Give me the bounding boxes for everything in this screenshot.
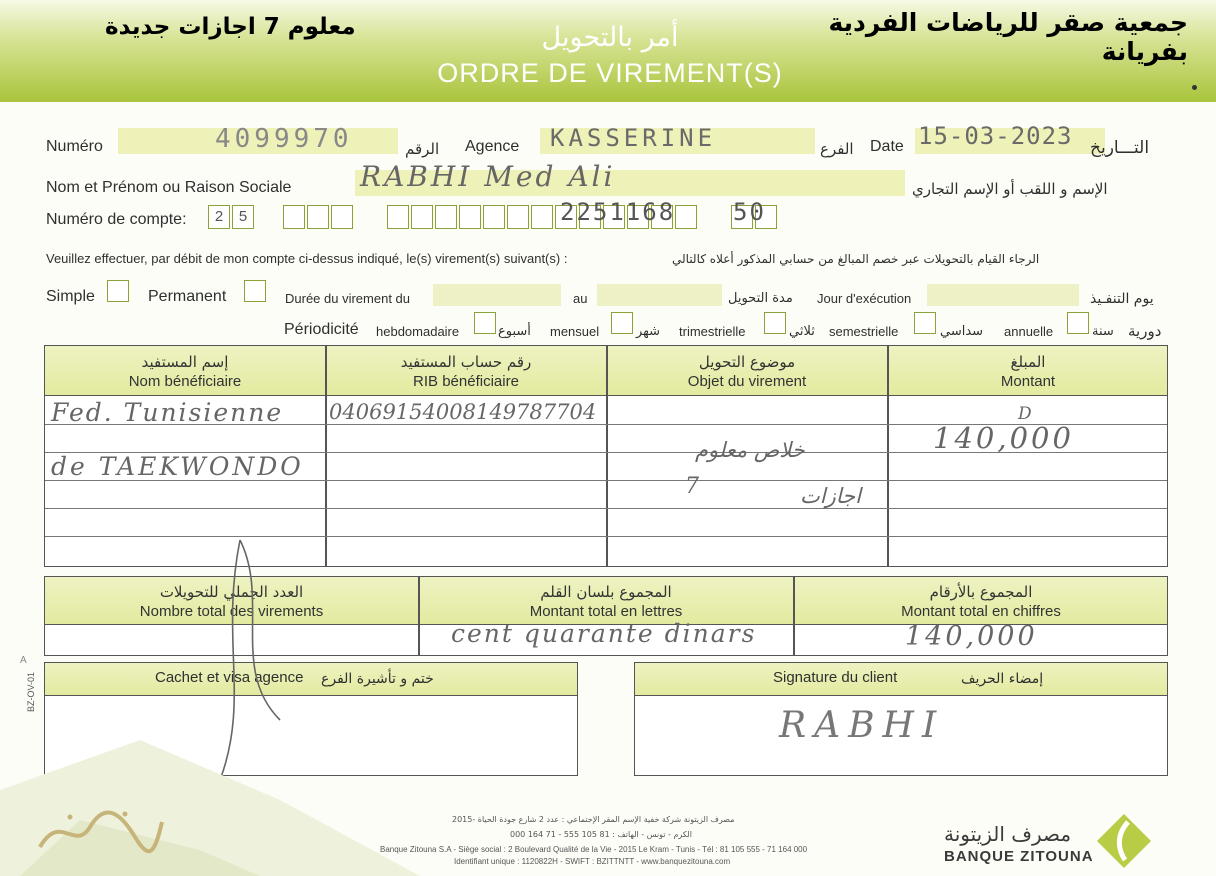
total-lettres-value: cent quarante dinars [451, 619, 757, 648]
cachet-label-fr: Cachet et visa agence [155, 669, 304, 686]
header-objet [607, 353, 887, 391]
header-objet-ar: موضوع التحويل [698, 353, 796, 371]
hebdo-label-ar: أسبوع [498, 324, 531, 339]
sem-label-ar: سداسي [940, 324, 984, 339]
beneficiary-line-2: de TAEKWONDO [51, 452, 304, 481]
ann-label: annuelle [1004, 324, 1054, 339]
duree-label: Durée du virement du [285, 291, 411, 306]
compte-box[interactable] [387, 205, 409, 229]
total-chiffres-value: 140,000 [905, 621, 1038, 652]
objet-line-2: 7 [685, 474, 699, 499]
simple-checkbox[interactable] [107, 280, 129, 302]
header-total-chiffres-fr: Montant total en chiffres [901, 603, 1061, 620]
agence-value: KASSERINE [550, 124, 717, 152]
compte-box[interactable] [483, 205, 505, 229]
permanent-label: Permanent [148, 288, 227, 305]
permanent-checkbox[interactable] [244, 280, 266, 302]
header-total-lettres [419, 583, 793, 621]
side-mark: A [20, 655, 27, 666]
far-label: الفرع [820, 140, 854, 158]
compte-box[interactable] [507, 205, 529, 229]
duree-to-field[interactable] [597, 284, 722, 306]
mensuel-checkbox[interactable] [611, 312, 633, 334]
bank-name-fr: BANQUE ZITOUNA [944, 848, 1094, 865]
compte-box[interactable] [531, 205, 553, 229]
ann-checkbox[interactable] [1067, 312, 1089, 334]
amount-value: 140,000 [933, 421, 1074, 455]
header-beneficiary-ar: إسم المستفيد [141, 353, 229, 371]
compte-box[interactable] [411, 205, 433, 229]
dawriya-label: دورية [1128, 322, 1162, 340]
date-label: Date [870, 138, 904, 155]
footer-line-2: الكرم - تونس - الهاتف : 81 105 555 - 71 164 000 [510, 830, 692, 839]
nom-label: Nom et Prénom ou Raison Sociale [46, 179, 292, 196]
header-total-lettres-ar: المجموع بلسان القلم [540, 583, 672, 601]
header-montant-ar: المبلغ [1010, 353, 1046, 371]
numero-label: Numéro [46, 138, 103, 155]
header-total-lettres-fr: Montant total en lettres [529, 603, 683, 620]
beneficiary-line-1: Fed. Tunisienne [51, 398, 284, 427]
yawm-label: يوم التنفـيذ [1090, 291, 1154, 307]
header-rib-ar: رقم حساب المستفيد [400, 353, 532, 371]
trim-label-ar: ثلاثي [789, 324, 815, 339]
header-dot [1192, 85, 1197, 90]
fee-note: معلوم 7 اجازات جديدة [105, 14, 356, 40]
footer-line-1: مصرف الزيتونة شركة خفية الإسم المقر الإجتماعي : عدد 2 شارع جودة الحياة -2015 [452, 815, 735, 824]
footer-line-3: Banque Zitouna S.A - Siège social : 2 Boulevard Qualité de la Vie - 2015 Le Kram - Tunis - Tél : 81 105 555 - 71 164 000 [380, 845, 808, 854]
ann-label-ar: سنة [1092, 324, 1114, 339]
signature-label-fr: Signature du client [773, 669, 898, 686]
compte-suffix: 50 [733, 198, 766, 226]
compte-value: 2251168 [560, 198, 676, 226]
request-text-ar: الرجاء القيام بالتحويلات عبر خصم المبالغ من حسابي المذكور أعلاه كالتالي [672, 252, 1040, 266]
trim-checkbox[interactable] [764, 312, 786, 334]
signature-box-header [635, 663, 1167, 696]
duree-from-field[interactable] [433, 284, 561, 306]
side-code: BZ-OV-01 [26, 671, 36, 712]
compte-box[interactable] [435, 205, 457, 229]
header-beneficiary [45, 353, 325, 391]
amount-currency: D [1018, 404, 1032, 424]
jour-exec-field[interactable] [927, 284, 1079, 306]
hebdo-label: hebdomadaire [376, 324, 460, 339]
signature-value: RABHI [779, 705, 945, 746]
header-rib-fr: RIB bénéficiaire [413, 373, 519, 390]
compte-box[interactable] [331, 205, 353, 229]
slogan-calligraphy [30, 802, 170, 862]
sem-checkbox[interactable] [914, 312, 936, 334]
agence-label: Agence [465, 138, 520, 155]
numero-value: 4099970 [215, 124, 353, 154]
compte-digit-1[interactable]: 2 [208, 205, 230, 229]
header-objet-fr: Objet du virement [687, 373, 807, 390]
mensuel-label-ar: شهر [636, 324, 661, 339]
nom-value: RABHI Med Ali [360, 160, 616, 193]
compte-box[interactable] [307, 205, 329, 229]
header-total-chiffres [794, 583, 1168, 621]
sem-label: semestrielle [829, 324, 899, 339]
trim-label: trimestrielle [679, 324, 746, 339]
compte-box[interactable] [675, 205, 697, 229]
tarikh-label: التـــاريخ [1090, 138, 1150, 158]
simple-label: Simple [46, 288, 95, 305]
header-beneficiary-fr: Nom bénéficiaire [128, 373, 242, 390]
request-text-fr: Veuillez effectuer, par débit de mon compte ci-dessus indiqué, le(s) virement(s) suivant(s) : [46, 251, 568, 266]
header-nombre-total-fr: Nombre total des virements [139, 603, 324, 620]
header-nombre-total-ar: العدد الجملي للتحويلات [159, 583, 304, 601]
nom-label-ar: الإسم و اللقب أو الإسم التجاري [912, 180, 1108, 198]
form-title-fr: ORDRE DE VIREMENT(S) [437, 58, 783, 88]
compte-label: Numéro de compte: [46, 211, 187, 228]
objet-line-3: اجازات [800, 484, 861, 508]
date-value: 15-03-2023 [918, 122, 1073, 150]
objet-line-1: خلاص معلوم [695, 438, 805, 462]
mensuel-label: mensuel [550, 324, 600, 339]
header-rib [326, 353, 606, 391]
cachet-label-ar: ختم و تأشيرة الفرع [321, 671, 434, 687]
signature-box [634, 662, 1168, 776]
raqm-label: الرقم [405, 140, 440, 158]
form-title-ar: أمر بالتحويل [541, 22, 679, 53]
footer-line-4: Identifiant unique : 1120822H - SWIFT : BZITTNTT - www.banquezitouna.com [454, 857, 731, 866]
compte-digit-2[interactable]: 5 [232, 205, 254, 229]
header-montant-fr: Montant [1000, 373, 1056, 390]
header-montant [888, 353, 1168, 391]
bank-name-ar: مصرف الزيتونة [944, 822, 1072, 846]
signature-label-ar: إمضاء الحريف [961, 671, 1044, 687]
header-total-chiffres-ar: المجموع بالأرقام [929, 583, 1033, 601]
jour-exec-label: Jour d'exécution [817, 291, 912, 306]
periodicite-label: Périodicité [284, 321, 359, 338]
mudda-label: مدة التحويل [728, 291, 793, 306]
hebdo-checkbox[interactable] [474, 312, 496, 334]
compte-box[interactable] [459, 205, 481, 229]
compte-box[interactable] [283, 205, 305, 229]
au-label: au [573, 291, 588, 306]
rib-value: 04069154008149787704 [329, 400, 597, 424]
bank-logo-icon [1095, 812, 1153, 870]
row-divider [45, 508, 1167, 509]
association-name: جمعية صقر للرياضات الفردية بفريانة [828, 8, 1188, 66]
